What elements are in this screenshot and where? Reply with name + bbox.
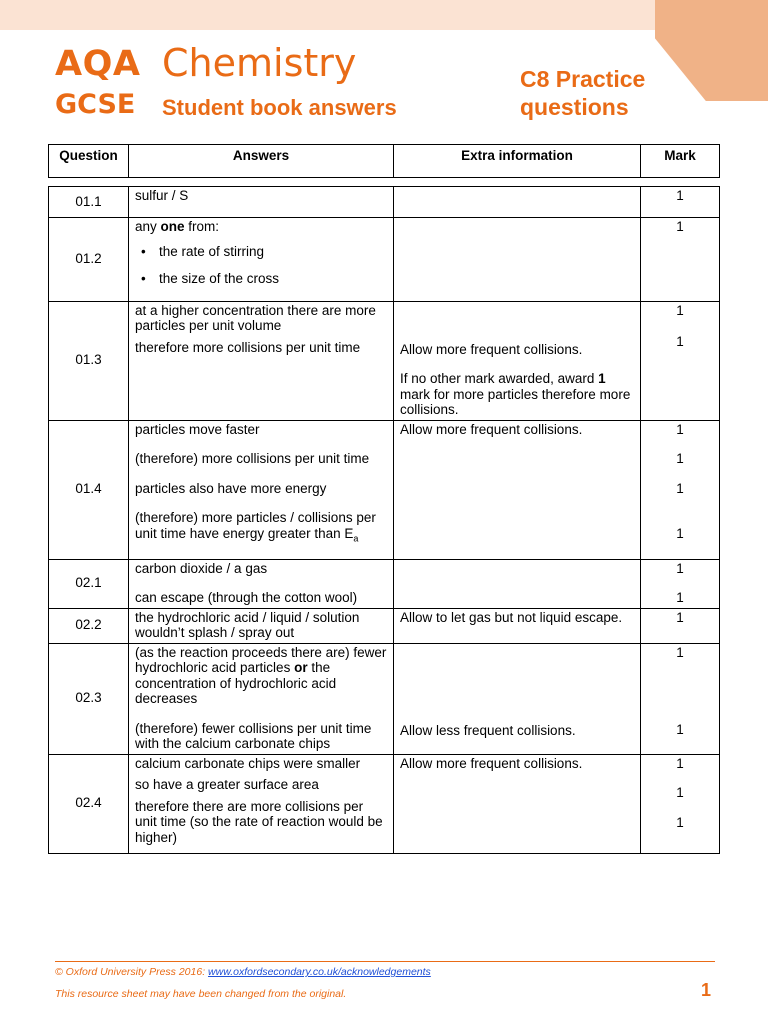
extra-line: Allow more frequent collisions. [400, 755, 583, 771]
acknowledgements-link[interactable]: www.oxfordsecondary.co.uk/acknowledgements [208, 966, 431, 978]
mark-value: 1 [676, 421, 684, 437]
table-row [49, 218, 720, 302]
brand-level: GCSE [55, 89, 136, 120]
mark-value: 1 [676, 755, 684, 771]
answer-options-list [135, 244, 387, 287]
mark-value: 1 [676, 526, 684, 541]
footer-divider [55, 961, 715, 962]
mark-value: 1 [676, 644, 684, 660]
extra-cell [394, 187, 641, 218]
extra-line: Allow less frequent collisions. [400, 722, 576, 738]
mark-value: 1 [676, 451, 684, 466]
extra-cell [394, 301, 641, 420]
question-number: 01.3 [49, 301, 129, 420]
mark-value: 1 [676, 302, 684, 318]
answer-text: any [135, 219, 161, 234]
subscript: a [353, 533, 359, 544]
mark-cell [641, 559, 720, 608]
mark-value: 1 [676, 722, 684, 737]
mark-value: 1 [676, 814, 684, 830]
page-number: 1 [701, 980, 712, 1000]
table-row [49, 420, 720, 559]
header-band [0, 0, 768, 30]
mark-value: 1 [676, 188, 684, 203]
answer-cell [129, 301, 394, 420]
table-row [49, 187, 720, 218]
extra-line: Allow to let gas but not liquid escape. [400, 609, 623, 625]
question-number: 01.1 [49, 187, 129, 218]
answer-line: sulfur / S [135, 188, 189, 203]
section-title-line-1: C8 Practice [520, 66, 646, 92]
mark-value: 1 [676, 334, 684, 349]
answer-line: calcium carbonate chips were smaller [135, 755, 361, 771]
extra-cell [394, 559, 641, 608]
col-answers: Answers [129, 145, 394, 178]
question-number: 02.4 [49, 754, 129, 853]
question-number: 01.4 [49, 420, 129, 559]
answer-line: therefore there are more collisions per unit time (so the rate of reaction would be higher) [135, 798, 383, 845]
answer-line [135, 219, 387, 235]
extra-cell [394, 643, 641, 754]
mark-cell [641, 218, 720, 302]
mark-value: 1 [676, 219, 684, 234]
extra-cell [394, 420, 641, 559]
extra-text: If no other mark awarded, award [400, 371, 599, 386]
table-row [49, 608, 720, 643]
answer-line: carbon dioxide / a gas [135, 560, 268, 576]
extra-text: mark for more particles therefore more collisions. [400, 386, 631, 417]
answer-table-header [48, 144, 720, 178]
answer-line: particles also have more energy [135, 480, 327, 496]
answer-text: from: [184, 219, 220, 234]
section-title [520, 65, 655, 121]
answer-text: (therefore) more particles / collisions per unit time have energy greater than E [135, 510, 376, 541]
mark-value: 1 [676, 590, 684, 605]
mark-value: 1 [676, 560, 684, 576]
answer-line: the hydrochloric acid / liquid / solution wouldn’t splash / spray out [135, 609, 360, 640]
table-row [49, 559, 720, 608]
answer-line: can escape (through the cotton wool) [135, 590, 358, 605]
corner-decoration [655, 0, 768, 101]
answer-table [48, 186, 720, 854]
brand-subject: Chemistry [162, 41, 357, 85]
answer-text: (as the reaction proceeds there are) fewer hydrochloric acid particles [135, 644, 387, 675]
mark-cell [641, 187, 720, 218]
question-number: 01.2 [49, 218, 129, 302]
footer-copyright [55, 966, 431, 978]
answer-line: at a higher concentration there are more particles per unit volume [135, 302, 376, 333]
answer-cell [129, 754, 394, 853]
mark-value: 1 [676, 785, 684, 800]
extra-emphasis: 1 [598, 371, 606, 386]
extra-cell [394, 218, 641, 302]
answer-emphasis: or [294, 660, 308, 675]
list-item: • the size of the cross [159, 271, 387, 287]
mark-value: 1 [676, 480, 684, 496]
brand-subtitle: Student book answers [162, 95, 397, 120]
answer-text: the concentration of hydrochloric acid decreases [135, 660, 337, 706]
col-extra-information: Extra information [394, 145, 641, 178]
extra-cell [394, 754, 641, 853]
question-number: 02.1 [49, 559, 129, 608]
section-title-line-2: questions [520, 94, 629, 120]
copyright-text: © Oxford University Press 2016: [55, 966, 209, 978]
answer-line: particles move faster [135, 421, 260, 437]
mark-cell [641, 420, 720, 559]
extra-line: Allow more frequent collisions. [400, 341, 583, 357]
answer-cell [129, 187, 394, 218]
list-item: • the rate of stirring [159, 244, 387, 260]
footer-note: This resource sheet may have been changed from the original. [55, 988, 347, 1000]
extra-line: Allow more frequent collisions. [400, 421, 583, 437]
answer-line: (therefore) fewer collisions per unit time with the calcium carbonate chips [135, 720, 372, 751]
table-row [49, 301, 720, 420]
question-number: 02.2 [49, 608, 129, 643]
answer-cell [129, 218, 394, 302]
mark-cell [641, 301, 720, 420]
answer-cell [129, 559, 394, 608]
answer-line: therefore more collisions per unit time [135, 339, 361, 355]
answer-cell [129, 643, 394, 754]
brand-aqa-logo: AQA [55, 44, 141, 84]
answer-line: so have a greater surface area [135, 777, 319, 792]
mark-value: 1 [676, 609, 684, 625]
answer-line: (therefore) more collisions per unit time [135, 451, 370, 466]
answer-emphasis: one [160, 219, 185, 234]
col-question: Question [49, 145, 129, 178]
extra-cell [394, 608, 641, 643]
mark-cell [641, 608, 720, 643]
mark-cell [641, 643, 720, 754]
question-number: 02.3 [49, 643, 129, 754]
col-mark: Mark [641, 145, 720, 178]
answer-line [135, 645, 387, 707]
answer-line [135, 510, 387, 547]
answer-cell [129, 420, 394, 559]
answer-cell [129, 608, 394, 643]
mark-cell [641, 754, 720, 853]
table-row [49, 754, 720, 853]
table-row [49, 643, 720, 754]
extra-line [400, 371, 634, 418]
